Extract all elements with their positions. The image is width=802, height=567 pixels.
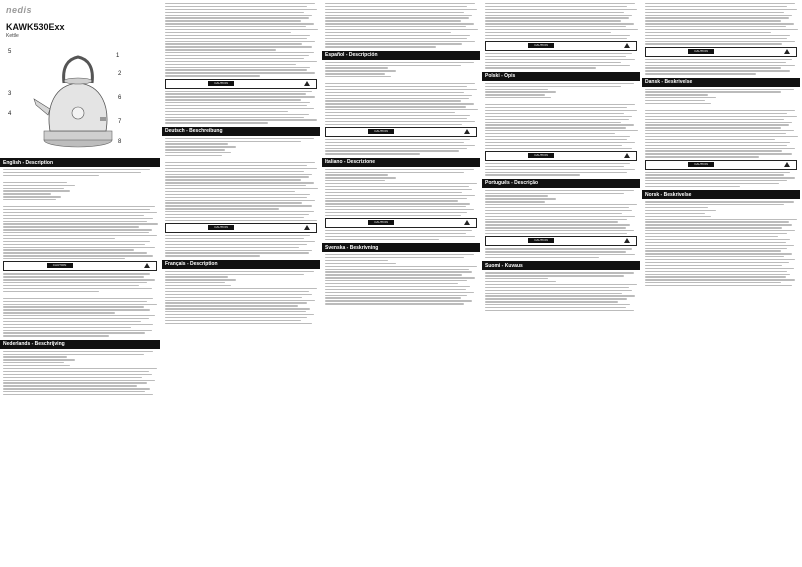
column-2: [162, 0, 320, 567]
section-heading-pt: Português - Descrição: [482, 179, 640, 188]
caution-box: [645, 160, 797, 170]
section-heading-no: Norsk - Beskrivelse: [642, 190, 800, 199]
text-block-en: [0, 169, 160, 337]
caution-label: CAUTION: [688, 49, 714, 54]
caution-label: CAUTION: [208, 225, 234, 230]
column-1: [0, 0, 160, 567]
column-4: [482, 0, 640, 567]
warning-triangle-icon: [624, 153, 630, 158]
callout-8: 8: [118, 139, 122, 145]
text-block-fr: [162, 271, 320, 324]
text-block-da: [642, 89, 800, 188]
caution-label: CAUTION: [368, 220, 394, 225]
warning-triangle-icon: [624, 238, 630, 243]
callout-5: 5: [8, 49, 12, 55]
caution-label: CAUTION: [208, 81, 234, 86]
text-block-sv-cont: [482, 3, 640, 69]
text-block-de: [162, 138, 320, 257]
text-block-fi: [482, 272, 640, 311]
text-block-it: [322, 169, 480, 241]
callout-3: 3: [8, 91, 12, 97]
caution-box: [165, 223, 317, 233]
caution-box: [325, 218, 477, 228]
caution-box: [645, 47, 797, 57]
text-block-pt: [482, 190, 640, 259]
callout-1: 1: [116, 53, 120, 59]
section-heading-it: Italiano - Descrizione: [322, 158, 480, 167]
callout-2: 2: [118, 71, 122, 77]
warning-triangle-icon: [304, 81, 310, 86]
product-subtitle: Kettle: [6, 33, 19, 39]
section-heading-da: Dansk - Beskrivelse: [642, 78, 800, 87]
kettle-illustration-icon: [6, 43, 154, 155]
warning-triangle-icon: [464, 220, 470, 225]
caution-box: [3, 261, 157, 271]
section-heading-nl: Nederlands - Beschrijving: [0, 340, 160, 349]
caution-box: [485, 151, 637, 161]
caution-label: CAUTION: [688, 162, 714, 167]
brand-logo: nedis: [6, 5, 33, 15]
text-block-fr-cont: [322, 3, 480, 48]
warning-triangle-icon: [464, 129, 470, 134]
text-block-no: [642, 201, 800, 286]
warning-triangle-icon: [784, 162, 790, 167]
text-block-pl: [482, 83, 640, 176]
caution-label: CAUTION: [47, 263, 73, 268]
callout-4: 4: [8, 111, 12, 117]
caution-box: [485, 236, 637, 246]
column-5: [642, 0, 800, 567]
warning-triangle-icon: [784, 49, 790, 54]
caution-label: CAUTION: [528, 238, 554, 243]
text-block-es: [322, 62, 480, 155]
section-heading-es: Español - Descripción: [322, 51, 480, 60]
column-3: [322, 0, 480, 567]
section-heading-fr: Français - Description: [162, 260, 320, 269]
text-block-nl: [0, 351, 160, 396]
model-number: KAWK530Exx: [6, 22, 65, 32]
callout-7: 7: [118, 119, 122, 125]
callout-6: 6: [118, 95, 122, 101]
warning-triangle-icon: [624, 43, 630, 48]
section-heading-pl: Polski - Opis: [482, 72, 640, 81]
text-block-fi-cont: [642, 3, 800, 75]
section-heading-fi: Suomi - Kuvaus: [482, 261, 640, 270]
section-heading-sv: Svenska - Beskrivning: [322, 243, 480, 252]
caution-label: CAUTION: [528, 43, 554, 48]
caution-box: [485, 41, 637, 51]
caution-box: [165, 79, 317, 89]
warning-triangle-icon: [304, 225, 310, 230]
text-block-sv: [322, 254, 480, 304]
caution-label: CAUTION: [528, 153, 554, 158]
section-heading-de: Deutsch - Beschreibung: [162, 127, 320, 136]
section-heading-en: English - Description: [0, 158, 160, 167]
text-block-nl-cont: [162, 3, 320, 124]
caution-label: CAUTION: [368, 129, 394, 134]
warning-triangle-icon: [144, 263, 150, 268]
caution-box: [325, 127, 477, 137]
product-figure: [6, 43, 154, 155]
